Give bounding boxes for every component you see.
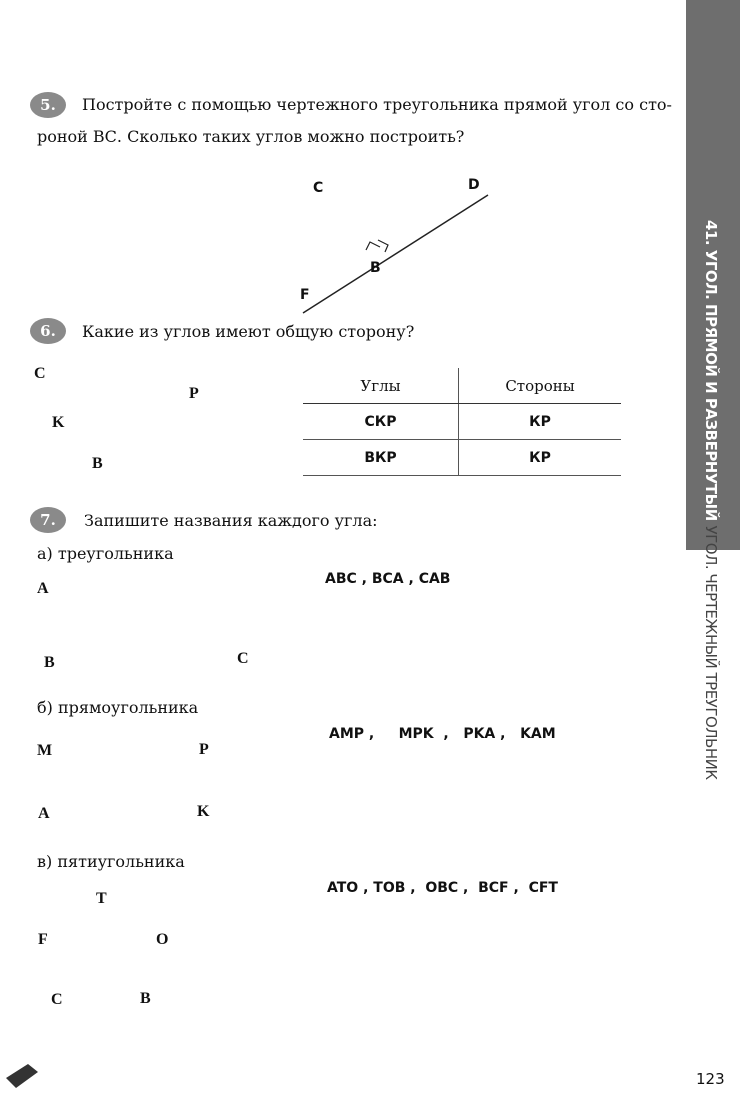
point-k: K [197,803,210,820]
task-7-number: 7. [30,507,66,533]
right-angle-mark [366,242,380,250]
table-header-row [303,368,621,404]
point-m: M [37,742,53,759]
point-f: F [300,287,310,303]
point-o: O [156,931,169,948]
task-7b-answer: AMP , MPK , PKA , KAM [329,726,556,742]
angles-table [303,368,621,476]
cell-side: КР [459,404,622,440]
table-row [303,404,621,440]
point-p: P [199,741,209,758]
point-k: K [52,414,65,431]
point-b: B [92,455,103,472]
line-fd [303,195,488,313]
cell-angle: СКР [303,404,459,440]
point-c: C [237,650,249,667]
task-7b-label: б) прямоугольника [37,698,199,717]
point-c: C [313,180,324,196]
header-angles: Углы [303,368,459,404]
point-f: F [38,931,48,948]
point-b: B [140,990,151,1007]
cell-side: КР [459,440,622,476]
right-angle-mark-2 [378,240,388,252]
point-t: T [96,890,107,907]
point-c: C [51,991,63,1008]
point-a: A [38,805,50,822]
task-7a-label: а) треугольника [37,544,174,563]
page-number: 123 [696,1070,725,1088]
task-5-text-line1: Постройте с помощью чертежного треугольника прямой угол со сто- [82,95,672,114]
task-5-text-line2: роной ВС. Сколько таких углов можно построить? [37,127,465,146]
task-7c-label: в) пятиугольника [37,852,185,871]
chapter-title-part2: УГОЛ. ЧЕРТЕЖНЫЙ ТРЕУГОЛЬНИК [702,525,720,780]
task-7c-answer: ATO , TOB , OBC , BCF , CFT [327,880,558,896]
point-a: A [37,580,49,597]
chapter-title-part1: 41. УГОЛ. ПРЯМОЙ И РАЗВЕРНУТЫЙ [702,220,720,526]
point-b: B [44,654,55,671]
task-5-number: 5. [30,92,66,118]
task-6-text: Какие из углов имеют общую сторону? [82,322,415,341]
task-7a-answer: ABC , BCA , CAB [325,571,451,587]
point-c: C [34,365,46,382]
cell-angle: ВКР [303,440,459,476]
point-d: D [468,177,480,193]
point-p: P [189,385,199,402]
publisher-logo-icon [4,1060,44,1090]
table-row [303,440,621,476]
task-6-number: 6. [30,318,66,344]
task-7-text: Запишите названия каждого угла: [84,511,378,530]
point-b: B [370,260,381,276]
header-sides: Стороны [459,368,622,404]
